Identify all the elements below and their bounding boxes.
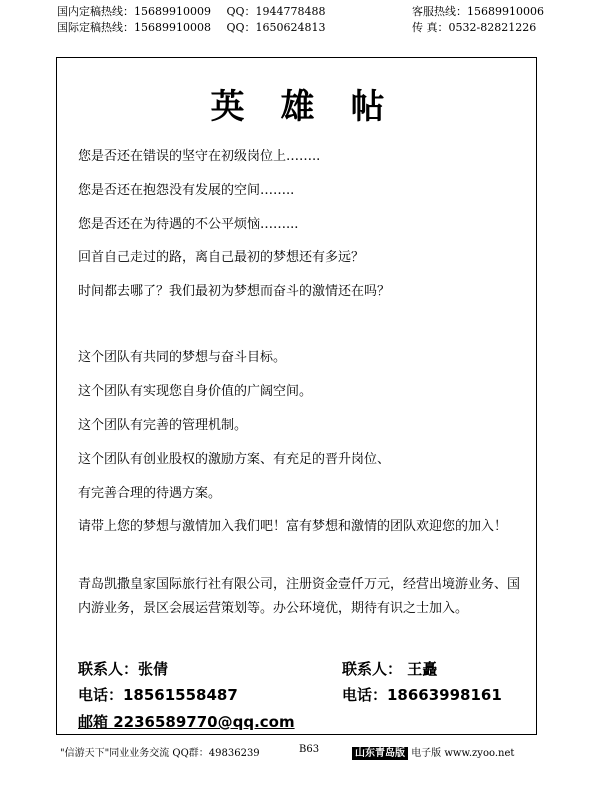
contact-name-right: 联系人： 王矗 (342, 660, 438, 678)
company-paragraph: 青岛凯撒皇家国际旅行社有限公司，注册资金壹仟万元，经营出境游业务、国内游业务，景区会展运营策划等。办公环境优，期待有识之士加入。 (78, 577, 521, 616)
question-line: 时间都去哪了？我们最初为梦想而奋斗的激情还在吗？ (78, 284, 391, 299)
edition-site[interactable]: 电子版 www.zyoo.net (411, 748, 515, 759)
team-line: 有完善合理的待遇方案。 (78, 486, 222, 501)
service-hotline: 客服热线：15689910006 (412, 5, 544, 18)
invite-paragraph: 请带上您的梦想与激情加入我们吧！富有梦想和激情的团队欢迎您的加入！ (78, 519, 508, 534)
contact-email[interactable]: 邮箱 2236589770@qq.com (78, 713, 295, 731)
team-line: 这个团队有完善的管理机制。 (78, 418, 248, 433)
team-line: 这个团队有共同的梦想与奋斗目标。 (78, 350, 287, 365)
fax-line: 传 真：0532-82821226 (412, 21, 537, 34)
edition-line (352, 744, 514, 759)
contact-name-left: 联系人：张倩 (78, 660, 169, 678)
question-line: 您是否还在抱怨没有发展的空间…….. (78, 183, 295, 198)
edition-badge: 山东青岛版 (352, 747, 408, 760)
contact-phone-left: 电话：18561558487 (78, 686, 238, 704)
team-line: 这个团队有创业股权的激励方案、有充足的晋升岗位、 (78, 452, 391, 467)
international-hotline: 国际定稿热线：15689910008 QQ：1650624813 (57, 21, 326, 34)
question-line: 您是否还在为待遇的不公平烦恼……... (78, 217, 299, 232)
team-line: 这个团队有实现您自身价值的广阔空间。 (78, 384, 313, 399)
question-line: 回首自己走过的路，离自己最初的梦想还有多远？ (78, 250, 365, 265)
question-line: 您是否还在错误的坚守在初级岗位上…….. (78, 149, 321, 164)
page-number: B63 (299, 744, 320, 755)
domestic-hotline: 国内定稿热线：15689910009 QQ：1944778488 (57, 5, 326, 18)
page-title: 英雄帖 (210, 87, 421, 127)
footer-group: "信游天下"同业业务交流 QQ群：49836239 (60, 748, 260, 759)
contact-phone-right: 电话：18663998161 (342, 686, 502, 704)
